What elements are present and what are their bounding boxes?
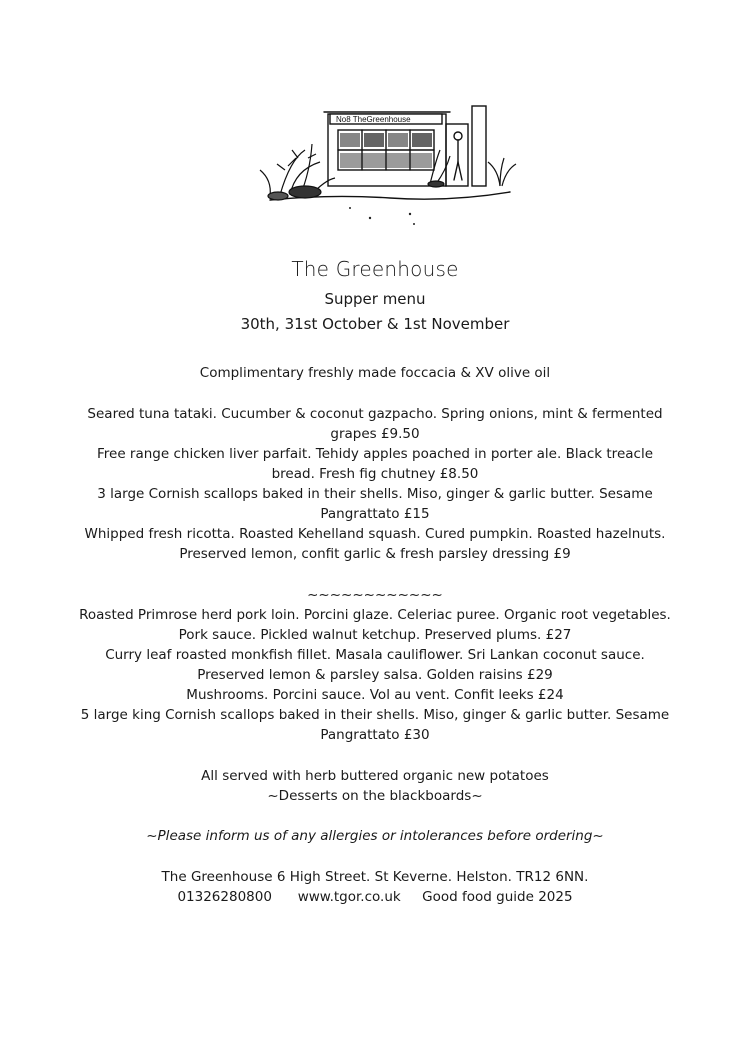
desserts-note: ~Desserts on the blackboards~ (267, 788, 483, 804)
restaurant-title: The Greenhouse (291, 257, 459, 281)
menu-subtitle: Supper menu (324, 290, 426, 308)
starter-line: Seared tuna tataki. Cucumber & coconut gazpacho. Spring onions, mint & fermented (87, 406, 663, 422)
intro-text: Complimentary freshly made foccacia & XV olive oil (199, 365, 551, 381)
main-line: 5 large king Cornish scallops baked in their shells. Miso, ginger & garlic butter. Sesame (80, 707, 670, 723)
allergy-note: ~Please inform us of any allergies or intolerances before ordering~ (146, 828, 604, 844)
starter-line: Free range chicken liver parfait. Tehidy apples poached in porter ale. Black treacle (96, 446, 653, 462)
main-line: Mushrooms. Porcini sauce. Vol au vent. Confit leeks £24 (186, 687, 564, 703)
starter-line: 3 large Cornish scallops baked in their shells. Miso, ginger & garlic butter. Sesame (97, 486, 653, 502)
section-divider: ~~~~~~~~~~~~ (307, 587, 443, 603)
starter-line: bread. Fresh fig chutney £8.50 (271, 466, 479, 482)
footer-website[interactable]: www.tgor.co.uk (297, 889, 401, 905)
main-line: Curry leaf roasted monkfish fillet. Masala cauliflower. Sri Lankan coconut sauce. (105, 647, 645, 663)
footer-contact (60, 887, 690, 907)
main-line: Pangrattato £30 (320, 727, 430, 743)
main-line: Roasted Primrose herd pork loin. Porcini glaze. Celeriac puree. Organic root vegetables. (79, 607, 671, 623)
main-line: Preserved lemon & parsley salsa. Golden raisins £29 (197, 667, 553, 683)
sign-text: No8 TheGreenhouse (336, 115, 411, 124)
footer-address: The Greenhouse 6 High Street. St Keverne. Helston. TR12 6NN. (161, 869, 589, 885)
starter-line: Preserved lemon, confit garlic & fresh parsley dressing £9 (179, 546, 571, 562)
starter-line: grapes £9.50 (330, 426, 420, 442)
footer-award: Good food guide 2025 (422, 889, 573, 905)
starter-line: Whipped fresh ricotta. Roasted Kehelland squash. Cured pumpkin. Roasted hazelnuts. (84, 526, 666, 542)
footer-phone: 01326280800 (177, 889, 272, 905)
restaurant-sketch-illustration (250, 100, 520, 230)
starter-line: Pangrattato £15 (320, 506, 430, 522)
main-line: Pork sauce. Pickled walnut ketchup. Preserved plums. £27 (178, 627, 572, 643)
menu-dates: 30th, 31st October & 1st November (240, 315, 510, 333)
sides-note: All served with herb buttered organic new potatoes (201, 768, 549, 784)
